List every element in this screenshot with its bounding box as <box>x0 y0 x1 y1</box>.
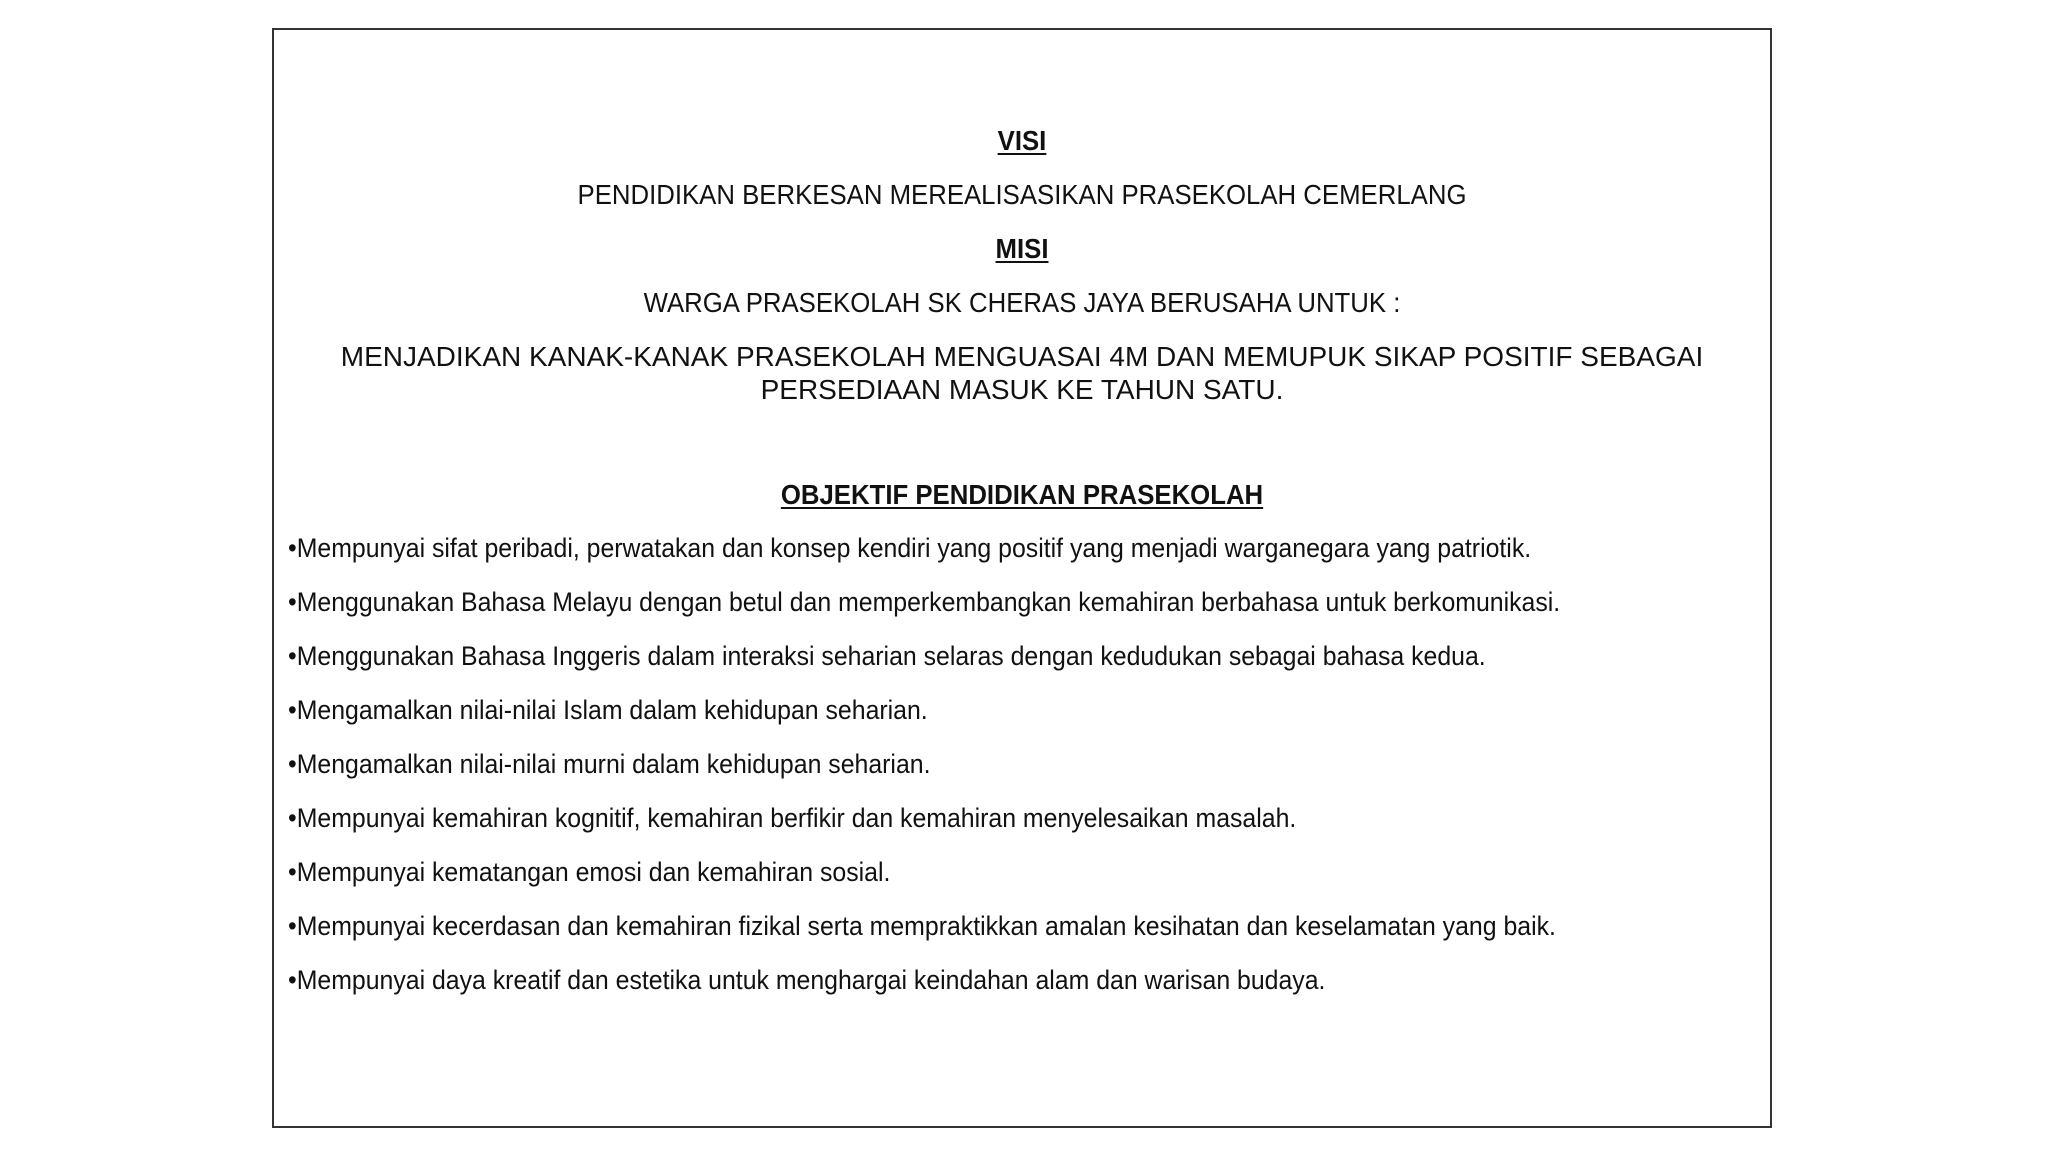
visi-text: PENDIDIKAN BERKESAN MEREALISASIKAN PRASEKOLAH CEMERLANG <box>577 179 1467 210</box>
bullet-icon: • <box>288 695 297 725</box>
objektif-list <box>288 532 1671 1018</box>
objektif-item-text: Mempunyai daya kreatif dan estetika untuk menghargai keindahan alam dan warisan budaya. <box>296 965 1326 995</box>
objektif-item <box>288 964 1560 1018</box>
misi-intro: WARGA PRASEKOLAH SK CHERAS JAYA BERUSAHA UNTUK : <box>643 287 1401 318</box>
objektif-item <box>288 748 1560 802</box>
objektif-item <box>288 694 1560 748</box>
bullet-icon: • <box>288 965 297 995</box>
objektif-item-text: Mengamalkan nilai-nilai murni dalam kehidupan seharian. <box>296 749 931 779</box>
objektif-item-text: Mempunyai kematangan emosi dan kemahiran sosial. <box>296 857 891 887</box>
objektif-item-text: Mempunyai kemahiran kognitif, kemahiran berfikir dan kemahiran menyelesaikan masalah. <box>296 803 1297 833</box>
objektif-item-text: Menggunakan Bahasa Melayu dengan betul dan memperkembangkan kemahiran berbahasa untuk berkomunikasi. <box>296 587 1561 617</box>
objektif-item-text: Mempunyai kecerdasan dan kemahiran fizikal serta mempraktikkan amalan kesihatan dan keselamatan yang baik. <box>296 911 1556 941</box>
objektif-item <box>288 910 1560 964</box>
objektif-item-text: Mempunyai sifat peribadi, perwatakan dan konsep kendiri yang positif yang menjadi warganegara yang patriotik. <box>296 533 1532 563</box>
objektif-item <box>288 532 1560 586</box>
objektif-heading: OBJEKTIF PENDIDIKAN PRASEKOLAH <box>780 479 1264 510</box>
bullet-icon: • <box>288 857 297 887</box>
objektif-item <box>288 802 1560 856</box>
misi-text: MENJADIKAN KANAK-KANAK PRASEKOLAH MENGUASAI 4M DAN MEMUPUK SIKAP POSITIF SEBAGAI PERSEDIAAN MASUK KE TAHUN SATU. <box>340 341 1704 405</box>
bullet-icon: • <box>288 587 297 617</box>
objektif-item <box>288 586 1560 640</box>
objektif-item <box>288 640 1560 694</box>
document-frame <box>272 28 1772 1128</box>
bullet-icon: • <box>288 533 297 563</box>
bullet-icon: • <box>288 749 297 779</box>
misi-heading: MISI <box>995 233 1049 264</box>
objektif-item <box>288 856 1560 910</box>
bullet-icon: • <box>288 803 297 833</box>
bullet-icon: • <box>288 641 297 671</box>
bullet-icon: • <box>288 911 297 941</box>
objektif-item-text: Mengamalkan nilai-nilai Islam dalam kehidupan seharian. <box>296 695 928 725</box>
visi-heading: VISI <box>997 125 1047 156</box>
objektif-item-text: Menggunakan Bahasa Inggeris dalam interaksi seharian selaras dengan kedudukan sebagai bahasa kedua. <box>296 641 1486 671</box>
